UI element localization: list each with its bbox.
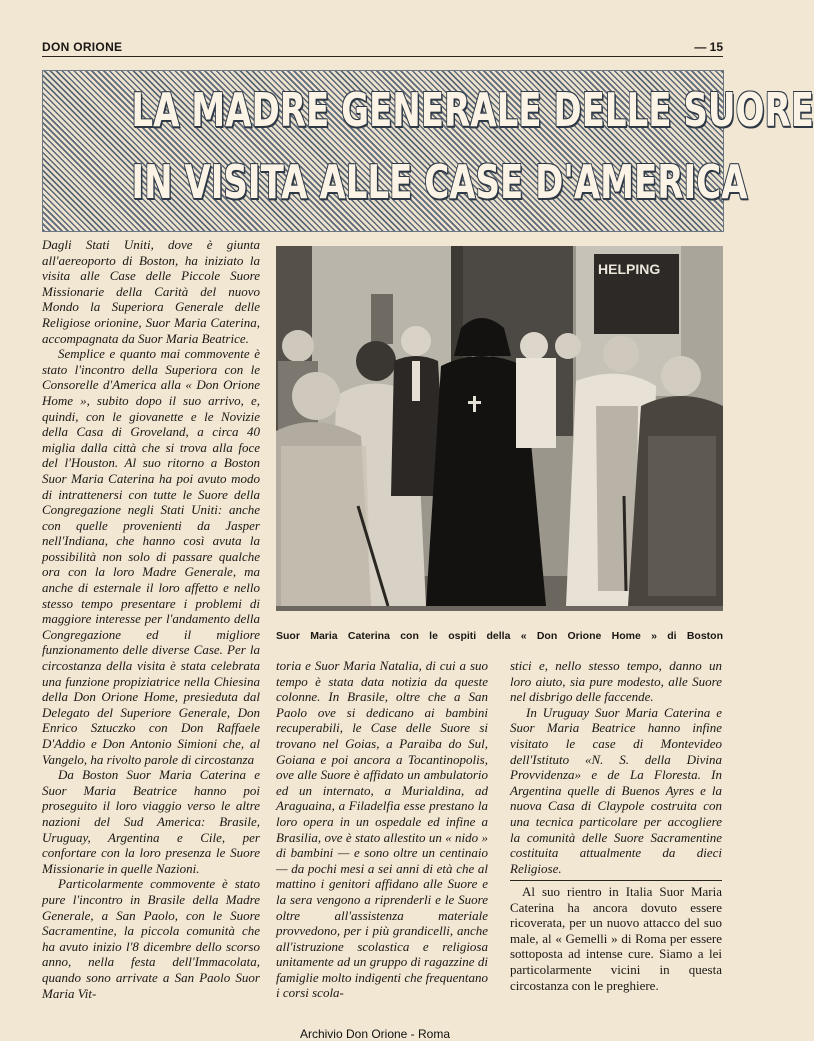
article-column-3 — [510, 658, 722, 876]
headline-line-1: LA MADRE GENERALE DELLE SUORE — [131, 83, 814, 137]
header-rule — [42, 56, 723, 57]
article-photo — [276, 246, 723, 611]
headline-banner — [42, 70, 814, 232]
photo-caption: Suor Maria Caterina con le ospiti della « Don Orione Home » di Boston — [276, 630, 723, 642]
note-paragraph: Al suo rientro in Italia Suor Maria Caterina ha ancora dovuto essere ricoverata, per un nuovo attacco del suo male, al « Gemelli » di Roma per essere sottoposta ad intense cure. Siamo a lei particolarmente vicini in questa circostanza con le preghiere. — [510, 884, 722, 993]
magazine-name: DON ORIONE — [42, 40, 123, 54]
paragraph: Particolarmente commovente è stato pure l'incontro in Brasile della Madre Generale, a San Paolo, con le Suore Sacramentine, la piccola comunità che ha avuto inizio l'8 dicembre dello scorso anno, nella festa dell'Immacolata, quando sono arrivate a San Paolo Suor Maria Vit- — [42, 876, 260, 1001]
article-note — [510, 880, 722, 993]
page-number: — 15 — [694, 40, 723, 54]
paragraph: Semplice e quanto mai commovente è stato l'incontro della Superiora con le Consorelle d'America alla « Don Orione Home », subito dopo il suo arrivo, e, quindi, con le giovanette e le Novizie della Casa di Groveland, a circa 40 miglia dalla città che si trova alla foce del l'Houston. Al suo ritorno a Boston Suor Maria Caterina ha poi avuto modo di intrattenersi con tutte le Suore della Congregazione negli Stati Uniti: anche con quelle provenienti da Jasper nell'Indiana, che hanno così avuta la possibilità non solo di passare qualche ora con la loro Madre Generale, ma anche di esternale il loro affetto e nello stesso tempo presentare i problemi di maggiore interesse per l'andamento della Congregazione ed il migliore funzionamento delle diverse Case. Per la circostanza della visita è stata celebrata una funzione propiziatrice nella Chiesina della Don Orione Home, presieduta dal Delegato del Superiore Generale, Don Enrico Sztuczko con Don Raffaele D'Addio e Don Antonio Simioni che, al Vangelo, ha rivolto parole di circostanza — [42, 346, 260, 767]
paragraph: Da Boston Suor Maria Caterina e Suor Maria Beatrice hanno poi proseguito il loro viaggio verso le altre nazioni del Sud America: Brasile, Uruguay, Argentina e Cile, per confortare con la loro presenza le Suore Missionarie in quelle Nazioni. — [42, 767, 260, 876]
article-column-1 — [42, 237, 260, 1001]
paragraph: toria e Suor Maria Natalia, di cui a suo tempo è stata data notizia da queste colonne. In Brasile, oltre che a San Paolo ove si dedicano ai bambini recuperabili, le Case delle Suore si trovano nel Goias, a Paraiba do Sul, Goiana e poi ancora a Tocantinopolis, ove alle Suore è affidato un ambulatorio ed un internato, a Murialdina, ad Araguaina, a Filadelfia esse prestano la loro opera in un ospedale ed infine a Brasilia, ove è stato allestito un « nido » di bambini — e sono oltre un centinaio — da pochi mesi a sei anni di età che al mattino i genitori affidano alle Suore e la sera vengono a riprenderli e le Suore oltre all'assistenza materiale provvedono, per i più grandicelli, anche all'istruzione scolastica e religiosa unitamente ad un gruppo di ragazzine di famiglie molto indigenti che frequentano i corsi scola- — [276, 658, 488, 1001]
headline-line-2: IN VISITA ALLE CASE D'AMERICA — [131, 155, 748, 209]
photo-illustration — [276, 246, 723, 611]
paragraph: In Uruguay Suor Maria Caterina e Suor Maria Beatrice hanno infine visitato le case di Montevideo dell'Istituto «N. S. della Divina Provvidenza» e de La Floresta. In Argentina quelle di Buenos Ayres e la nuova Casa di Claypole costruita con una tecnica particolare per accogliere la comunità delle Suore Sacramentine costituita attualmente da dieci Religiose. — [510, 704, 722, 876]
paragraph: stici e, nello stesso tempo, danno un loro aiuto, sia pure modesto, alle Suore nel disbrigo delle faccende. — [510, 658, 722, 705]
article-column-2 — [276, 658, 488, 1001]
archive-footer: Archivio Don Orione - Roma — [299, 1027, 451, 1041]
paragraph: Dagli Stati Uniti, dove è giunta all'aereoporto di Boston, ha iniziato la visita alle Case delle Piccole Suore Missionarie della Carità del nuovo Mondo la Superiora Generale delle Religiose orionine, Suor Maria Caterina, accompagnata da Suor Maria Beatrice. — [42, 237, 260, 346]
wall-sign-text: HELPING — [598, 261, 661, 277]
